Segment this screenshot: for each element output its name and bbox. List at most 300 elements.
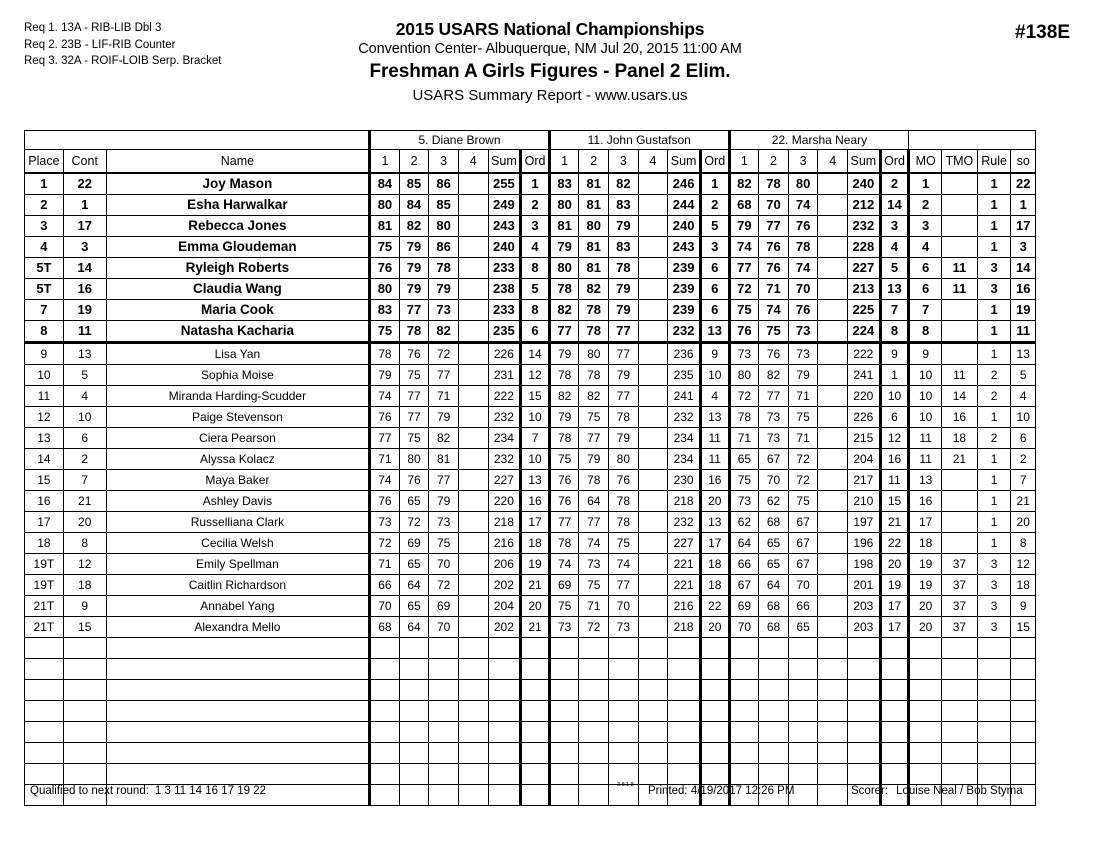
cell-empty bbox=[521, 701, 550, 722]
cell-empty bbox=[579, 638, 609, 659]
requirement-line-3: Req 3. 32A - ROIF-LOIB Serp. Bracket bbox=[24, 55, 222, 67]
results-table bbox=[24, 130, 1036, 806]
cell-mo: 10 bbox=[909, 365, 942, 386]
cell-so: 11 bbox=[1011, 321, 1036, 343]
cell-j3-score-4 bbox=[818, 258, 848, 279]
cell-mo: 10 bbox=[909, 386, 942, 407]
cell-j1-sum: 202 bbox=[488, 617, 521, 638]
cell-rule: 1 bbox=[977, 195, 1011, 216]
cell-j1-score-3: 72 bbox=[429, 575, 459, 596]
cell-empty bbox=[668, 743, 701, 764]
cell-empty bbox=[609, 701, 639, 722]
cell-j3-sum: 215 bbox=[848, 428, 881, 449]
requirement-line-1: Req 1. 13A - RIB-LIB Dbl 3 bbox=[24, 22, 162, 34]
cell-j3-score-2: 65 bbox=[759, 554, 789, 575]
cell-mo: 11 bbox=[909, 449, 942, 470]
cell-empty bbox=[977, 722, 1011, 743]
cell-j1-ord: 16 bbox=[521, 491, 550, 512]
cell-j3-score-1: 72 bbox=[729, 279, 759, 300]
cell-empty bbox=[458, 680, 488, 701]
cell-empty bbox=[429, 701, 459, 722]
cell-j3-score-3: 76 bbox=[788, 300, 818, 321]
cell-tmo bbox=[942, 343, 978, 365]
cell-j1-score-2: 79 bbox=[399, 279, 429, 300]
cell-j3-score-3: 75 bbox=[788, 407, 818, 428]
cell-so: 1 bbox=[1011, 195, 1036, 216]
cell-j3-score-1: 78 bbox=[729, 407, 759, 428]
cell-j1-score-2: 77 bbox=[399, 407, 429, 428]
cell-empty bbox=[370, 722, 400, 743]
cell-tmo: 16 bbox=[942, 407, 978, 428]
col-head-rule: Rule bbox=[977, 150, 1011, 174]
cell-rule: 3 bbox=[977, 617, 1011, 638]
cell-empty bbox=[429, 743, 459, 764]
cell-j2-score-2: 73 bbox=[579, 554, 609, 575]
cell-empty bbox=[1011, 680, 1036, 701]
cell-empty bbox=[668, 659, 701, 680]
cell-j1-sum: 243 bbox=[488, 216, 521, 237]
cell-cont: 4 bbox=[63, 386, 106, 407]
cell-cont: 7 bbox=[63, 470, 106, 491]
cell-j1-score-3: 72 bbox=[429, 343, 459, 365]
cell-j3-score-1: 64 bbox=[729, 533, 759, 554]
cell-empty bbox=[63, 680, 106, 701]
cell-j1-score-4 bbox=[458, 365, 488, 386]
cell-mo: 16 bbox=[909, 491, 942, 512]
cell-empty bbox=[458, 638, 488, 659]
cell-j2-score-3: 78 bbox=[609, 407, 639, 428]
cell-j1-ord: 17 bbox=[521, 512, 550, 533]
cell-rule: 2 bbox=[977, 386, 1011, 407]
cell-j1-score-1: 84 bbox=[370, 173, 400, 195]
cell-j3-score-3: 80 bbox=[788, 173, 818, 195]
cell-cont: 2 bbox=[63, 449, 106, 470]
cell-mo: 7 bbox=[909, 300, 942, 321]
cell-j1-sum: 232 bbox=[488, 449, 521, 470]
cell-j1-sum: 240 bbox=[488, 237, 521, 258]
col-head-j1-s1: 1 bbox=[370, 150, 400, 174]
table-row-empty bbox=[25, 659, 1036, 680]
cell-mo: 6 bbox=[909, 258, 942, 279]
cell-empty bbox=[521, 680, 550, 701]
cell-tmo: 11 bbox=[942, 258, 978, 279]
cell-empty bbox=[638, 722, 668, 743]
table-row-empty bbox=[25, 638, 1036, 659]
cell-j2-score-2: 78 bbox=[579, 300, 609, 321]
cell-tmo bbox=[942, 237, 978, 258]
cell-empty bbox=[63, 638, 106, 659]
cell-empty bbox=[848, 722, 881, 743]
cell-j3-score-1: 69 bbox=[729, 596, 759, 617]
cell-j3-score-2: 71 bbox=[759, 279, 789, 300]
cell-empty bbox=[638, 659, 668, 680]
cell-j3-ord: 13 bbox=[880, 279, 909, 300]
cell-j3-ord: 17 bbox=[880, 617, 909, 638]
cell-j2-score-4 bbox=[638, 300, 668, 321]
cell-place: 21T bbox=[25, 617, 64, 638]
table-row bbox=[25, 173, 1036, 195]
cell-cont: 3 bbox=[63, 237, 106, 258]
cell-j2-score-2: 81 bbox=[579, 195, 609, 216]
cell-j3-score-4 bbox=[818, 449, 848, 470]
cell-j3-sum: 227 bbox=[848, 258, 881, 279]
cell-j2-sum: 221 bbox=[668, 554, 701, 575]
cell-name: Maya Baker bbox=[106, 470, 369, 491]
cell-j1-score-1: 78 bbox=[370, 343, 400, 365]
cell-j1-sum: 233 bbox=[488, 300, 521, 321]
cell-place: 11 bbox=[25, 386, 64, 407]
cell-empty bbox=[977, 743, 1011, 764]
cell-j1-score-3: 82 bbox=[429, 321, 459, 343]
cell-j1-score-3: 86 bbox=[429, 173, 459, 195]
cell-so: 20 bbox=[1011, 512, 1036, 533]
cell-j2-score-1: 75 bbox=[549, 449, 579, 470]
cell-empty bbox=[1011, 701, 1036, 722]
cell-j2-score-2: 72 bbox=[579, 617, 609, 638]
cell-j2-score-3: 79 bbox=[609, 365, 639, 386]
scorer-names: Louise Neal / Bob Styma bbox=[896, 785, 1023, 797]
cell-j2-ord: 16 bbox=[700, 470, 729, 491]
cell-mo: 13 bbox=[909, 470, 942, 491]
cell-j3-ord: 16 bbox=[880, 449, 909, 470]
cell-place: 4 bbox=[25, 237, 64, 258]
cell-tmo bbox=[942, 533, 978, 554]
cell-empty bbox=[549, 638, 579, 659]
cell-j1-score-4 bbox=[458, 491, 488, 512]
cell-empty bbox=[942, 680, 978, 701]
cell-rule: 3 bbox=[977, 575, 1011, 596]
cell-empty bbox=[399, 743, 429, 764]
table-row bbox=[25, 428, 1036, 449]
cell-cont: 5 bbox=[63, 365, 106, 386]
cell-j2-score-4 bbox=[638, 365, 668, 386]
cell-j3-sum: 220 bbox=[848, 386, 881, 407]
cell-j3-ord: 14 bbox=[880, 195, 909, 216]
cell-j3-sum: 197 bbox=[848, 512, 881, 533]
cell-cont: 22 bbox=[63, 173, 106, 195]
cell-j3-ord: 19 bbox=[880, 575, 909, 596]
cell-j3-score-2: 67 bbox=[759, 449, 789, 470]
cell-j3-ord: 12 bbox=[880, 428, 909, 449]
table-row-empty bbox=[25, 743, 1036, 764]
cell-j1-score-3: 82 bbox=[429, 428, 459, 449]
cell-empty bbox=[63, 722, 106, 743]
cell-j1-score-1: 80 bbox=[370, 279, 400, 300]
cell-empty bbox=[399, 659, 429, 680]
cell-j3-score-1: 76 bbox=[729, 321, 759, 343]
cell-j1-ord: 10 bbox=[521, 449, 550, 470]
cell-cont: 11 bbox=[63, 321, 106, 343]
cell-j2-score-3: 79 bbox=[609, 279, 639, 300]
cell-j3-score-2: 70 bbox=[759, 470, 789, 491]
cell-cont: 19 bbox=[63, 300, 106, 321]
cell-mo: 1 bbox=[909, 173, 942, 195]
cell-name: Russelliana Clark bbox=[106, 512, 369, 533]
cell-j2-score-4 bbox=[638, 195, 668, 216]
cell-j2-score-4 bbox=[638, 173, 668, 195]
cell-empty bbox=[942, 701, 978, 722]
cell-j2-score-3: 70 bbox=[609, 596, 639, 617]
cell-mo: 6 bbox=[909, 279, 942, 300]
cell-empty bbox=[638, 701, 668, 722]
cell-empty bbox=[458, 743, 488, 764]
cell-mo: 18 bbox=[909, 533, 942, 554]
table-row-empty bbox=[25, 680, 1036, 701]
cell-empty bbox=[106, 638, 369, 659]
cell-j1-score-2: 64 bbox=[399, 575, 429, 596]
cell-so: 13 bbox=[1011, 343, 1036, 365]
cell-empty bbox=[579, 659, 609, 680]
cell-j2-score-2: 75 bbox=[579, 575, 609, 596]
cell-j2-score-1: 83 bbox=[549, 173, 579, 195]
cell-j3-score-1: 72 bbox=[729, 386, 759, 407]
cell-j2-sum: 234 bbox=[668, 449, 701, 470]
cell-j2-sum: 235 bbox=[668, 365, 701, 386]
cell-j3-score-4 bbox=[818, 173, 848, 195]
col-head-j1-s4: 4 bbox=[458, 150, 488, 174]
cell-j3-score-3: 72 bbox=[788, 470, 818, 491]
cell-j3-score-3: 70 bbox=[788, 279, 818, 300]
cell-j2-score-4 bbox=[638, 596, 668, 617]
cell-empty bbox=[399, 680, 429, 701]
cell-j3-score-3: 79 bbox=[788, 365, 818, 386]
table-row bbox=[25, 491, 1036, 512]
col-head-name: Name bbox=[106, 150, 369, 174]
cell-j2-score-1: 74 bbox=[549, 554, 579, 575]
cell-j2-score-1: 76 bbox=[549, 491, 579, 512]
cell-cont: 21 bbox=[63, 491, 106, 512]
cell-tmo bbox=[942, 512, 978, 533]
results-sheet bbox=[24, 130, 1036, 806]
cell-j2-score-4 bbox=[638, 216, 668, 237]
cell-empty bbox=[788, 638, 818, 659]
cell-j1-score-4 bbox=[458, 258, 488, 279]
cell-empty bbox=[788, 680, 818, 701]
cell-j1-score-4 bbox=[458, 321, 488, 343]
cell-rule: 3 bbox=[977, 258, 1011, 279]
col-head-mo: MO bbox=[909, 150, 942, 174]
cell-empty bbox=[700, 722, 729, 743]
cell-empty bbox=[788, 701, 818, 722]
cell-j1-score-3: 69 bbox=[429, 596, 459, 617]
cell-mo: 17 bbox=[909, 512, 942, 533]
cell-so: 6 bbox=[1011, 428, 1036, 449]
cell-empty bbox=[549, 722, 579, 743]
cell-name: Miranda Harding-Scudder bbox=[106, 386, 369, 407]
cell-empty bbox=[977, 680, 1011, 701]
cell-empty bbox=[880, 638, 909, 659]
cell-j1-score-2: 72 bbox=[399, 512, 429, 533]
cell-empty bbox=[818, 701, 848, 722]
cell-j1-score-3: 73 bbox=[429, 300, 459, 321]
cell-j2-score-4 bbox=[638, 386, 668, 407]
cell-j3-sum: 196 bbox=[848, 533, 881, 554]
cell-j3-sum: 241 bbox=[848, 365, 881, 386]
cell-empty bbox=[818, 722, 848, 743]
col-head-cont: Cont bbox=[63, 150, 106, 174]
cell-j3-score-1: 73 bbox=[729, 491, 759, 512]
cell-place: 7 bbox=[25, 300, 64, 321]
cell-empty bbox=[106, 722, 369, 743]
cell-j2-score-2: 64 bbox=[579, 491, 609, 512]
cell-rule: 1 bbox=[977, 449, 1011, 470]
cell-j1-score-1: 81 bbox=[370, 216, 400, 237]
cell-empty bbox=[880, 722, 909, 743]
table-row bbox=[25, 386, 1036, 407]
cell-j3-score-3: 67 bbox=[788, 512, 818, 533]
cell-rule: 3 bbox=[977, 596, 1011, 617]
cell-j1-score-2: 76 bbox=[399, 470, 429, 491]
cell-so: 19 bbox=[1011, 300, 1036, 321]
table-row bbox=[25, 596, 1036, 617]
cell-j3-ord: 6 bbox=[880, 407, 909, 428]
cell-empty bbox=[458, 722, 488, 743]
cell-j1-score-1: 74 bbox=[370, 470, 400, 491]
band-spacer bbox=[25, 131, 370, 150]
cell-j2-score-3: 74 bbox=[609, 554, 639, 575]
cell-j3-score-3: 70 bbox=[788, 575, 818, 596]
cell-place: 13 bbox=[25, 428, 64, 449]
cell-empty bbox=[759, 659, 789, 680]
cell-j1-score-4 bbox=[458, 300, 488, 321]
cell-so: 15 bbox=[1011, 617, 1036, 638]
cell-j3-score-1: 74 bbox=[729, 237, 759, 258]
cell-j3-score-1: 70 bbox=[729, 617, 759, 638]
cell-empty bbox=[818, 659, 848, 680]
cell-j2-score-3: 73 bbox=[609, 617, 639, 638]
col-head-so: so bbox=[1011, 150, 1036, 174]
cell-j2-sum: 232 bbox=[668, 321, 701, 343]
cell-name: Rebecca Jones bbox=[106, 216, 369, 237]
cell-j3-ord: 4 bbox=[880, 237, 909, 258]
cell-j2-score-3: 77 bbox=[609, 321, 639, 343]
cell-empty bbox=[399, 701, 429, 722]
cell-empty bbox=[521, 743, 550, 764]
cell-j1-score-4 bbox=[458, 449, 488, 470]
cell-empty bbox=[818, 743, 848, 764]
table-row bbox=[25, 617, 1036, 638]
cell-j2-sum: 232 bbox=[668, 407, 701, 428]
cell-j1-score-4 bbox=[458, 533, 488, 554]
table-row-empty bbox=[25, 722, 1036, 743]
cell-j2-score-4 bbox=[638, 343, 668, 365]
col-head-place: Place bbox=[25, 150, 64, 174]
cell-j2-sum: 241 bbox=[668, 386, 701, 407]
cell-empty bbox=[106, 680, 369, 701]
cell-j1-score-2: 65 bbox=[399, 596, 429, 617]
cell-cont: 13 bbox=[63, 343, 106, 365]
cell-place: 18 bbox=[25, 533, 64, 554]
cell-j1-ord: 10 bbox=[521, 407, 550, 428]
cell-place: 14 bbox=[25, 449, 64, 470]
cell-j1-score-2: 69 bbox=[399, 533, 429, 554]
cell-tmo: 14 bbox=[942, 386, 978, 407]
cell-empty bbox=[668, 638, 701, 659]
cell-j3-sum: 225 bbox=[848, 300, 881, 321]
cell-j2-score-1: 73 bbox=[549, 617, 579, 638]
cell-j2-ord: 6 bbox=[700, 258, 729, 279]
cell-j1-sum: 206 bbox=[488, 554, 521, 575]
col-head-j2-s2: 2 bbox=[579, 150, 609, 174]
table-row bbox=[25, 449, 1036, 470]
cell-j3-ord: 20 bbox=[880, 554, 909, 575]
cell-j1-score-2: 85 bbox=[399, 173, 429, 195]
cell-j3-score-1: 62 bbox=[729, 512, 759, 533]
cell-empty bbox=[609, 638, 639, 659]
cell-place: 21T bbox=[25, 596, 64, 617]
cell-j2-sum: 232 bbox=[668, 512, 701, 533]
cell-j2-score-2: 78 bbox=[579, 365, 609, 386]
cell-empty bbox=[700, 659, 729, 680]
cell-j1-score-3: 70 bbox=[429, 554, 459, 575]
cell-empty bbox=[700, 638, 729, 659]
cell-rule: 1 bbox=[977, 216, 1011, 237]
cell-place: 10 bbox=[25, 365, 64, 386]
cell-so: 4 bbox=[1011, 386, 1036, 407]
cell-j2-ord: 10 bbox=[700, 365, 729, 386]
cell-empty bbox=[729, 743, 759, 764]
page-header bbox=[0, 0, 1100, 115]
cell-empty bbox=[63, 701, 106, 722]
cell-tmo: 37 bbox=[942, 554, 978, 575]
cell-j3-score-4 bbox=[818, 365, 848, 386]
cell-j1-sum: 232 bbox=[488, 407, 521, 428]
cell-j3-ord: 11 bbox=[880, 470, 909, 491]
cell-j3-score-1: 66 bbox=[729, 554, 759, 575]
judge-2-label: 11. John Gustafson bbox=[549, 131, 729, 150]
cell-j3-sum: 198 bbox=[848, 554, 881, 575]
cell-mo: 10 bbox=[909, 407, 942, 428]
cell-j1-score-1: 74 bbox=[370, 386, 400, 407]
cell-j1-score-1: 66 bbox=[370, 575, 400, 596]
cell-j3-sum: 217 bbox=[848, 470, 881, 491]
cell-mo: 19 bbox=[909, 575, 942, 596]
cell-j3-score-2: 77 bbox=[759, 386, 789, 407]
cell-j2-sum: 240 bbox=[668, 216, 701, 237]
cell-j2-score-1: 77 bbox=[549, 321, 579, 343]
cell-mo: 3 bbox=[909, 216, 942, 237]
cell-j2-ord: 1 bbox=[700, 173, 729, 195]
cell-cont: 10 bbox=[63, 407, 106, 428]
cell-so: 3 bbox=[1011, 237, 1036, 258]
cell-j3-score-1: 73 bbox=[729, 343, 759, 365]
cell-place: 3 bbox=[25, 216, 64, 237]
cell-empty bbox=[1011, 722, 1036, 743]
cell-j2-score-4 bbox=[638, 470, 668, 491]
title-block bbox=[0, 18, 1100, 107]
cell-so: 14 bbox=[1011, 258, 1036, 279]
cell-j3-sum: 210 bbox=[848, 491, 881, 512]
cell-j1-score-3: 79 bbox=[429, 279, 459, 300]
cell-empty bbox=[942, 659, 978, 680]
cell-j2-sum: 218 bbox=[668, 491, 701, 512]
cell-j3-score-2: 76 bbox=[759, 237, 789, 258]
cell-empty bbox=[1011, 743, 1036, 764]
cell-so: 17 bbox=[1011, 216, 1036, 237]
cell-rule: 3 bbox=[977, 279, 1011, 300]
cell-j3-score-1: 75 bbox=[729, 470, 759, 491]
cell-empty bbox=[942, 722, 978, 743]
cell-j1-score-2: 65 bbox=[399, 554, 429, 575]
cell-so: 5 bbox=[1011, 365, 1036, 386]
cell-empty bbox=[25, 638, 64, 659]
cell-rule: 1 bbox=[977, 491, 1011, 512]
cell-j1-ord: 18 bbox=[521, 533, 550, 554]
table-row bbox=[25, 365, 1036, 386]
cell-j1-sum: 216 bbox=[488, 533, 521, 554]
table-row bbox=[25, 407, 1036, 428]
cell-empty bbox=[25, 680, 64, 701]
